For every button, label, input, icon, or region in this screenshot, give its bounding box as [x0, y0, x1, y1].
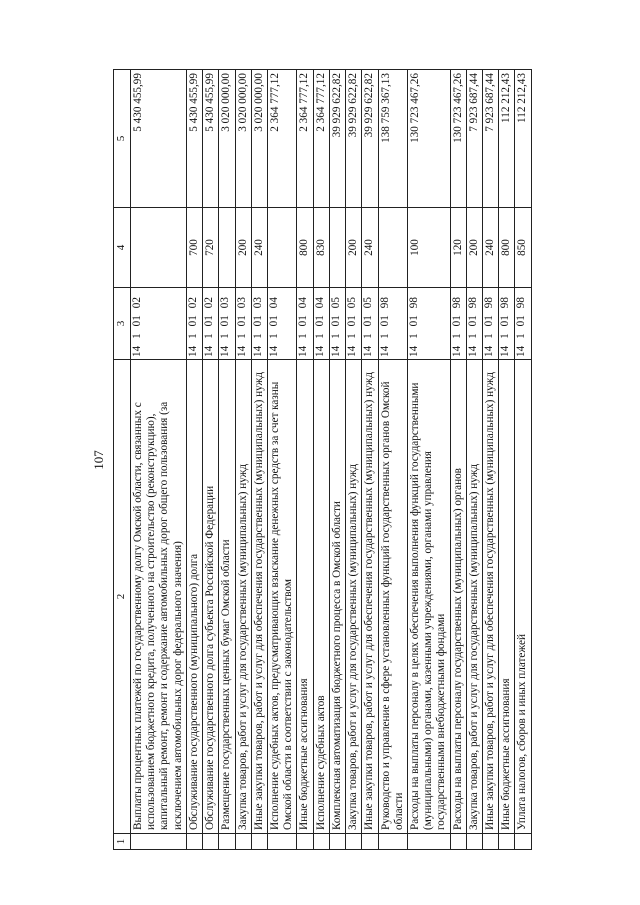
code-part: 14	[235, 345, 248, 357]
table-row	[346, 70, 362, 850]
row-amount: 138 759 367,13	[378, 70, 407, 208]
code-part: 14	[378, 345, 391, 357]
table-row	[450, 70, 466, 850]
row-expense-type: 720	[203, 208, 219, 288]
code-part: 98	[499, 297, 512, 309]
header-col-2: 2	[114, 360, 131, 834]
code-part: 1	[483, 333, 496, 339]
code-part: 1	[515, 333, 528, 339]
row-amount: 5 430 455,99	[131, 70, 187, 208]
code-part: 01	[483, 315, 496, 327]
row-amount: 39 929 622,82	[329, 70, 345, 208]
budget-table	[113, 69, 532, 850]
code-part: 01	[203, 315, 216, 327]
code-part: 01	[407, 315, 420, 327]
table-row	[131, 70, 187, 850]
table-row	[219, 70, 235, 850]
header-col-5: 5	[114, 70, 131, 208]
code-part: 01	[346, 315, 359, 327]
code-part: 03	[219, 297, 232, 309]
row-amount: 7 923 687,44	[466, 70, 482, 208]
row-marker	[329, 834, 345, 850]
row-amount: 3 020 000,00	[251, 70, 267, 208]
code-part: 14	[297, 345, 310, 357]
row-amount: 3 020 000,00	[219, 70, 235, 208]
row-code	[297, 288, 313, 360]
table-row	[499, 70, 515, 850]
code-part: 04	[297, 297, 310, 309]
row-name: Иные бюджетные ассигнования	[297, 360, 313, 834]
table-row	[297, 70, 313, 850]
row-code	[186, 288, 202, 360]
table-row	[235, 70, 251, 850]
row-name: Закупка товаров, работ и услуг для государственных (муниципальных) нужд	[235, 360, 251, 834]
row-amount: 5 430 455,99	[186, 70, 202, 208]
code-part: 14	[131, 345, 143, 357]
code-part: 1	[251, 333, 264, 339]
row-name: Исполнение судебных актов	[313, 360, 329, 834]
row-expense-type	[267, 208, 296, 288]
code-part: 1	[267, 333, 280, 339]
code-part: 98	[483, 297, 496, 309]
code-part: 1	[203, 333, 216, 339]
row-code	[407, 288, 450, 360]
row-expense-type: 240	[483, 208, 499, 288]
code-part: 01	[235, 315, 248, 327]
row-marker	[235, 834, 251, 850]
code-part: 98	[515, 297, 528, 309]
table-row	[362, 70, 378, 850]
row-code	[499, 288, 515, 360]
code-part: 1	[219, 333, 232, 339]
row-amount: 5 430 455,99	[203, 70, 219, 208]
header-col-1: 1	[114, 834, 131, 850]
row-marker	[407, 834, 450, 850]
row-expense-type: 800	[499, 208, 515, 288]
rotated-content	[85, 70, 555, 850]
code-part: 14	[515, 345, 528, 357]
row-amount: 7 923 687,44	[483, 70, 499, 208]
code-part: 02	[203, 297, 216, 309]
code-part: 14	[407, 345, 420, 357]
code-part: 03	[251, 297, 264, 309]
row-amount: 39 929 622,82	[362, 70, 378, 208]
row-code	[362, 288, 378, 360]
row-marker	[483, 834, 499, 850]
table-row	[378, 70, 407, 850]
row-name: Иные закупки товаров, работ и услуг для обеспечения государственных (муниципальных) нужд	[483, 360, 499, 834]
row-name: Обслуживание государственного (муниципального) долга	[186, 360, 202, 834]
row-amount: 130 723 467,26	[407, 70, 450, 208]
code-part: 1	[407, 333, 420, 339]
code-part: 01	[186, 315, 199, 327]
row-expense-type: 240	[251, 208, 267, 288]
row-amount: 130 723 467,26	[450, 70, 466, 208]
code-part: 01	[267, 315, 280, 327]
row-expense-type	[378, 208, 407, 288]
table-row	[466, 70, 482, 850]
row-expense-type	[219, 208, 235, 288]
code-part: 01	[499, 315, 512, 327]
table-body	[131, 70, 532, 850]
code-part: 1	[499, 333, 512, 339]
row-marker	[346, 834, 362, 850]
row-code	[483, 288, 499, 360]
row-code	[450, 288, 466, 360]
row-amount: 39 929 622,82	[346, 70, 362, 208]
code-part: 14	[362, 345, 375, 357]
table-row	[329, 70, 345, 850]
row-code	[329, 288, 345, 360]
row-code	[267, 288, 296, 360]
code-part: 01	[329, 315, 342, 327]
code-part: 04	[267, 297, 280, 309]
code-part: 01	[450, 315, 463, 327]
code-part: 01	[131, 315, 143, 327]
row-amount: 2 364 777,12	[313, 70, 329, 208]
row-marker	[515, 834, 531, 850]
row-name: Руководство и управление в сфере установленных функций государственных органов Омской области	[378, 360, 407, 834]
row-code	[313, 288, 329, 360]
row-name: Уплата налогов, сборов и иных платежей	[515, 360, 531, 834]
table-row	[251, 70, 267, 850]
code-part: 01	[515, 315, 528, 327]
code-part: 1	[186, 333, 199, 339]
code-part: 02	[186, 297, 199, 309]
header-col-4: 4	[114, 208, 131, 288]
row-marker	[313, 834, 329, 850]
row-expense-type	[131, 208, 187, 288]
row-expense-type: 850	[515, 208, 531, 288]
code-part: 14	[313, 345, 326, 357]
table-row	[267, 70, 296, 850]
row-marker	[499, 834, 515, 850]
code-part: 05	[329, 297, 342, 309]
row-marker	[219, 834, 235, 850]
row-expense-type: 200	[346, 208, 362, 288]
code-part: 05	[346, 297, 359, 309]
code-part: 14	[466, 345, 479, 357]
row-expense-type: 200	[466, 208, 482, 288]
code-part: 14	[219, 345, 232, 357]
row-code	[203, 288, 219, 360]
row-name: Обслуживание государственного долга субъекта Российской Федерации	[203, 360, 219, 834]
row-name: Расходы на выплаты персоналу государственных (муниципальных) органов	[450, 360, 466, 834]
code-part: 04	[313, 297, 326, 309]
row-name: Исполнение судебных актов, предусматривающих взыскание денежных средств за счет казны Омской области в соответствии с законодательством	[267, 360, 296, 834]
code-part: 14	[267, 345, 280, 357]
row-amount: 2 364 777,12	[267, 70, 296, 208]
table-row	[483, 70, 499, 850]
code-part: 03	[235, 297, 248, 309]
row-expense-type: 700	[186, 208, 202, 288]
code-part: 01	[219, 315, 232, 327]
row-code	[235, 288, 251, 360]
code-part: 14	[329, 345, 342, 357]
row-name: Иные закупки товаров, работ и услуг для обеспечения государственных (муниципальных) нужд	[362, 360, 378, 834]
row-amount: 112 212,43	[499, 70, 515, 208]
code-part: 14	[251, 345, 264, 357]
page-number: 107	[91, 450, 106, 470]
code-part: 1	[235, 333, 248, 339]
row-name: Закупка товаров, работ и услуг для государственных (муниципальных) нужд	[466, 360, 482, 834]
row-code	[466, 288, 482, 360]
code-part: 01	[313, 315, 326, 327]
row-code	[378, 288, 407, 360]
table-row	[313, 70, 329, 850]
row-name: Комплексная автоматизация бюджетного процесса в Омской области	[329, 360, 345, 834]
row-expense-type: 200	[235, 208, 251, 288]
code-part: 14	[483, 345, 496, 357]
header-row	[114, 70, 131, 850]
code-part: 98	[378, 297, 391, 309]
code-part: 1	[131, 333, 143, 339]
row-name: Размещение государственных ценных бумаг Омской области	[219, 360, 235, 834]
code-part: 98	[466, 297, 479, 309]
code-part: 1	[313, 333, 326, 339]
row-marker	[267, 834, 296, 850]
row-expense-type: 240	[362, 208, 378, 288]
row-code	[219, 288, 235, 360]
row-marker	[450, 834, 466, 850]
row-marker	[362, 834, 378, 850]
code-part: 1	[297, 333, 310, 339]
row-code	[251, 288, 267, 360]
table-row	[515, 70, 531, 850]
row-name: Иные бюджетные ассигнования	[499, 360, 515, 834]
code-part: 14	[346, 345, 359, 357]
table-row	[203, 70, 219, 850]
row-name: Выплаты процентных платежей по государственному долгу Омской области, связанных с использованием бюджетного кредита, полученного на строительство (реконструкцию), капитальный ремонт, ремонт и содержание автомобильных дорог общего пользования (за исключением автомобильных дорог федерального значения)	[131, 360, 187, 834]
table-row	[407, 70, 450, 850]
row-marker	[466, 834, 482, 850]
row-expense-type: 800	[297, 208, 313, 288]
row-code	[131, 288, 187, 360]
code-part: 05	[362, 297, 375, 309]
row-marker	[297, 834, 313, 850]
code-part: 14	[450, 345, 463, 357]
row-name: Расходы на выплаты персоналу в целях обеспечения выполнения функций государственными (муниципальными) органами, казенными учреждениями, органами управления государственными внебюджетными фондами	[407, 360, 450, 834]
code-part: 01	[466, 315, 479, 327]
row-code	[346, 288, 362, 360]
code-part: 1	[450, 333, 463, 339]
code-part: 1	[362, 333, 375, 339]
row-name: Закупка товаров, работ и услуг для государственных (муниципальных) нужд	[346, 360, 362, 834]
row-expense-type: 120	[450, 208, 466, 288]
code-part: 14	[186, 345, 199, 357]
row-amount: 112 212,43	[515, 70, 531, 208]
row-expense-type: 830	[313, 208, 329, 288]
row-marker	[203, 834, 219, 850]
row-marker	[251, 834, 267, 850]
row-amount: 3 020 000,00	[235, 70, 251, 208]
row-expense-type: 100	[407, 208, 450, 288]
row-amount: 2 364 777,12	[297, 70, 313, 208]
code-part: 1	[466, 333, 479, 339]
code-part: 98	[407, 297, 420, 309]
code-part: 01	[251, 315, 264, 327]
header-col-3: 3	[114, 288, 131, 360]
code-part: 1	[346, 333, 359, 339]
table-row	[186, 70, 202, 850]
row-marker	[131, 834, 187, 850]
row-code	[515, 288, 531, 360]
code-part: 14	[203, 345, 216, 357]
row-marker	[186, 834, 202, 850]
row-name: Иные закупки товаров, работ и услуг для обеспечения государственных (муниципальных) нужд	[251, 360, 267, 834]
row-expense-type	[329, 208, 345, 288]
code-part: 02	[131, 297, 143, 309]
code-part: 01	[362, 315, 375, 327]
row-marker	[378, 834, 407, 850]
code-part: 14	[499, 345, 512, 357]
code-part: 98	[450, 297, 463, 309]
code-part: 1	[329, 333, 342, 339]
code-part: 01	[297, 315, 310, 327]
code-part: 01	[378, 315, 391, 327]
code-part: 1	[378, 333, 391, 339]
